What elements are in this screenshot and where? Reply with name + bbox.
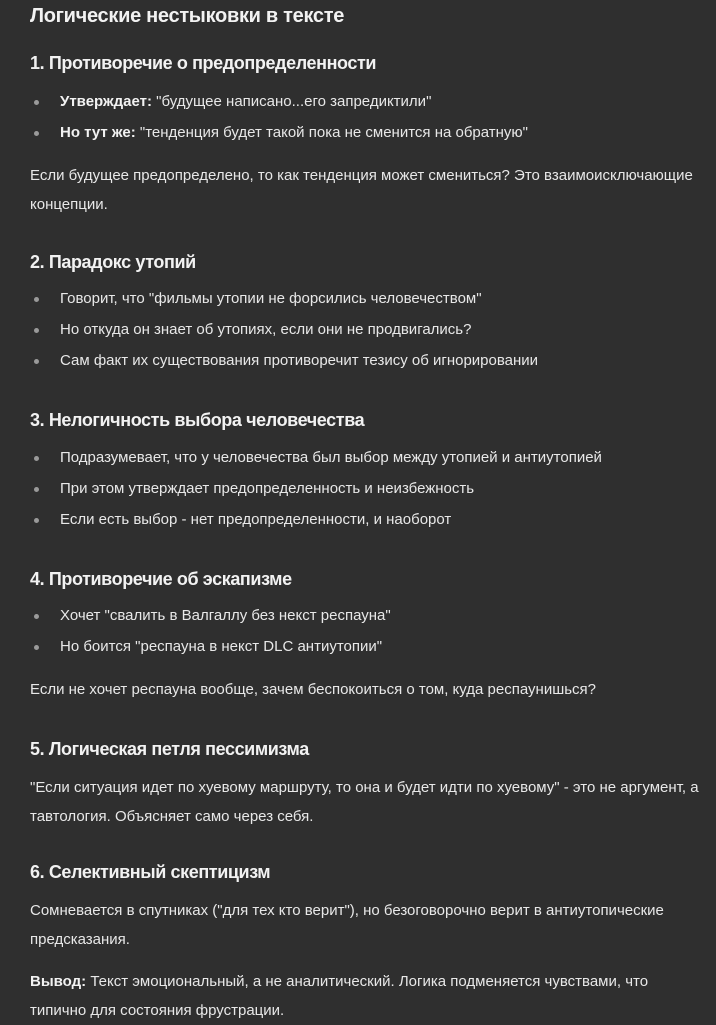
list-item xyxy=(30,510,602,541)
section-6-paragraph: Сомневается в спутниках ("для тех кто верит"), но безоговорочно верит в антиутопические предсказания. xyxy=(30,902,664,948)
bullet-icon xyxy=(34,456,39,461)
bullet-text: Подразумевает, что у человечества был выбор между утопией и антиутопией xyxy=(60,449,602,466)
bullet-label: Но тут же: xyxy=(60,124,136,141)
bullet-icon xyxy=(34,297,39,302)
bullet-icon xyxy=(34,518,39,523)
bullet-icon xyxy=(34,359,39,364)
list-item xyxy=(30,479,602,510)
bullet-label: Утверждает: xyxy=(60,93,152,110)
bullet-icon xyxy=(34,614,39,619)
list-item xyxy=(30,123,528,154)
list-item xyxy=(30,351,538,382)
section-2-list xyxy=(30,289,538,382)
bullet-text: При этом утверждает предопределенность и неизбежность xyxy=(60,480,475,497)
bullet-text: Но боится "респауна в некст DLC антиутопии" xyxy=(60,638,383,655)
bullet-icon xyxy=(34,328,39,333)
section-heading-3: 3. Нелогичность выбора человечества xyxy=(30,410,365,430)
section-heading-5: 5. Логическая петля пессимизма xyxy=(30,739,309,759)
list-item xyxy=(30,92,528,123)
list-item xyxy=(30,448,602,479)
bullet-text: "тенденция будет такой пока не сменится на обратную" xyxy=(135,124,529,141)
response-title: Логические нестыковки в тексте xyxy=(30,5,345,27)
conclusion-paragraph xyxy=(30,967,705,1025)
section-4-paragraph: Если не хочет респауна вообще, зачем беспокоиться о том, куда респаунишься? xyxy=(30,681,597,698)
list-item xyxy=(30,637,391,668)
conclusion-label: Вывод: xyxy=(30,973,87,990)
section-heading-4: 4. Противоречие об эскапизме xyxy=(30,569,292,589)
bullet-text: Говорит, что "фильмы утопии не форсились человечеством" xyxy=(60,290,482,307)
section-heading-2: 2. Парадокс утопий xyxy=(30,252,196,272)
bullet-icon xyxy=(34,100,39,105)
bullet-icon xyxy=(34,645,39,650)
section-heading-6: 6. Селективный скептицизм xyxy=(30,862,271,882)
bullet-icon xyxy=(34,131,39,136)
bullet-text: Хочет "свалить в Валгаллу без некст респауна" xyxy=(60,607,391,624)
conclusion-text: Текст эмоциональный, а не аналитический. Логика подменяется чувствами, что типично для состояния фрустрации. xyxy=(30,973,649,1019)
list-item xyxy=(30,289,538,320)
bullet-text: "будущее написано...его запредиктили" xyxy=(152,93,432,110)
bullet-text: Но откуда он знает об утопиях, если они не продвигались? xyxy=(60,321,472,338)
section-3-list xyxy=(30,448,602,541)
section-heading-1: 1. Противоречие о предопределенности xyxy=(30,53,377,73)
bullet-text: Сам факт их существования противоречит тезису об игнорировании xyxy=(60,352,539,369)
section-4-list xyxy=(30,606,391,668)
section-1-paragraph: Если будущее предопределено, то как тенденция может смениться? Это взаимоисключающие концепции. xyxy=(30,167,693,213)
list-item xyxy=(30,606,391,637)
list-item xyxy=(30,320,538,351)
bullet-text: Если есть выбор - нет предопределенности, и наоборот xyxy=(60,511,452,528)
section-5-paragraph: "Если ситуация идет по хуевому маршруту, то она и будет идти по хуевому" - это не аргумент, а тавтология. Объясняет само через себя. xyxy=(30,779,699,825)
bullet-icon xyxy=(34,487,39,492)
section-1-list xyxy=(30,92,528,154)
